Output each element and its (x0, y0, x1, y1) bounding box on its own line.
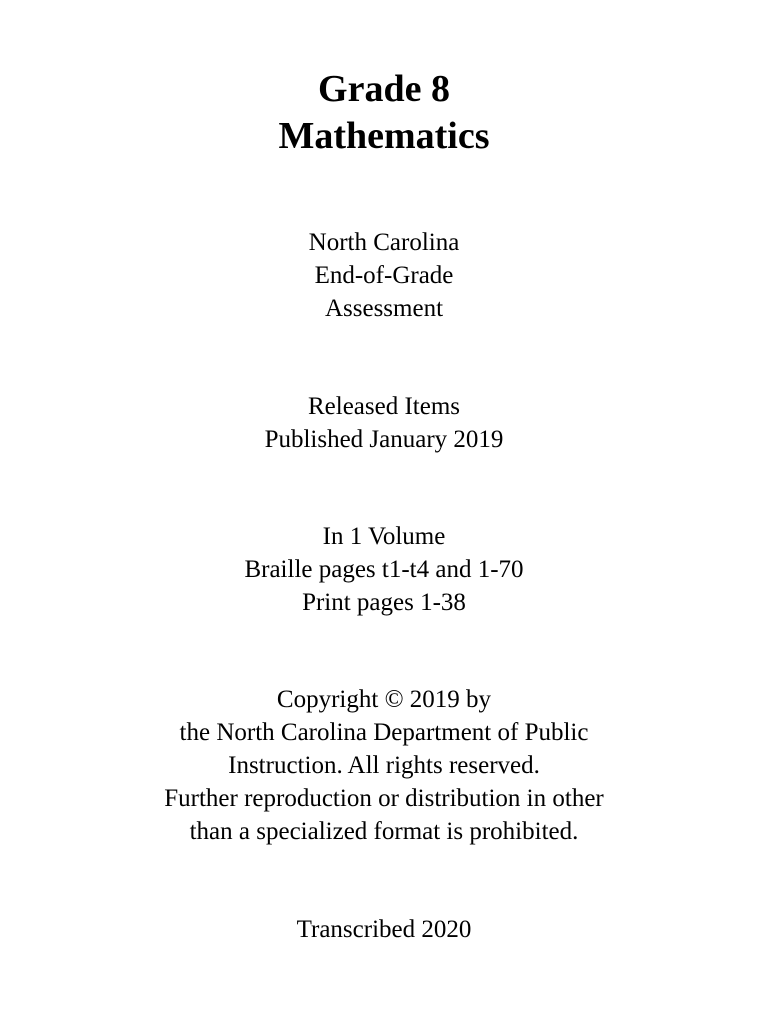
assessment-state: North Carolina (308, 229, 460, 256)
copyright-block (0, 683, 768, 848)
volume-block (0, 520, 768, 619)
copyright-line-3: Instruction. All rights reserved. (228, 752, 540, 779)
print-pages: Print pages 1-38 (302, 589, 466, 616)
assessment-label: Assessment (324, 295, 444, 322)
copyright-line-4: Further reproduction or distribution in other (164, 785, 604, 812)
copyright-line-2: the North Carolina Department of Public (179, 719, 589, 746)
copyright-line-1: Copyright © 2019 by (276, 686, 492, 713)
copyright-line-5: than a specialized format is prohibited. (189, 818, 579, 845)
transcribed-year: Transcribed 2020 (296, 916, 472, 943)
assessment-block (0, 226, 768, 325)
title-subject: Mathematics (278, 115, 490, 157)
release-label: Released Items (307, 393, 461, 420)
release-block (0, 390, 768, 456)
publish-date: Published January 2019 (264, 426, 504, 453)
document-title (0, 66, 768, 160)
assessment-type: End-of-Grade (314, 262, 454, 289)
volume-count: In 1 Volume (322, 523, 446, 550)
braille-pages: Braille pages t1-t4 and 1-70 (244, 556, 524, 583)
title-grade: Grade 8 (318, 68, 450, 110)
transcription-block (0, 913, 768, 946)
